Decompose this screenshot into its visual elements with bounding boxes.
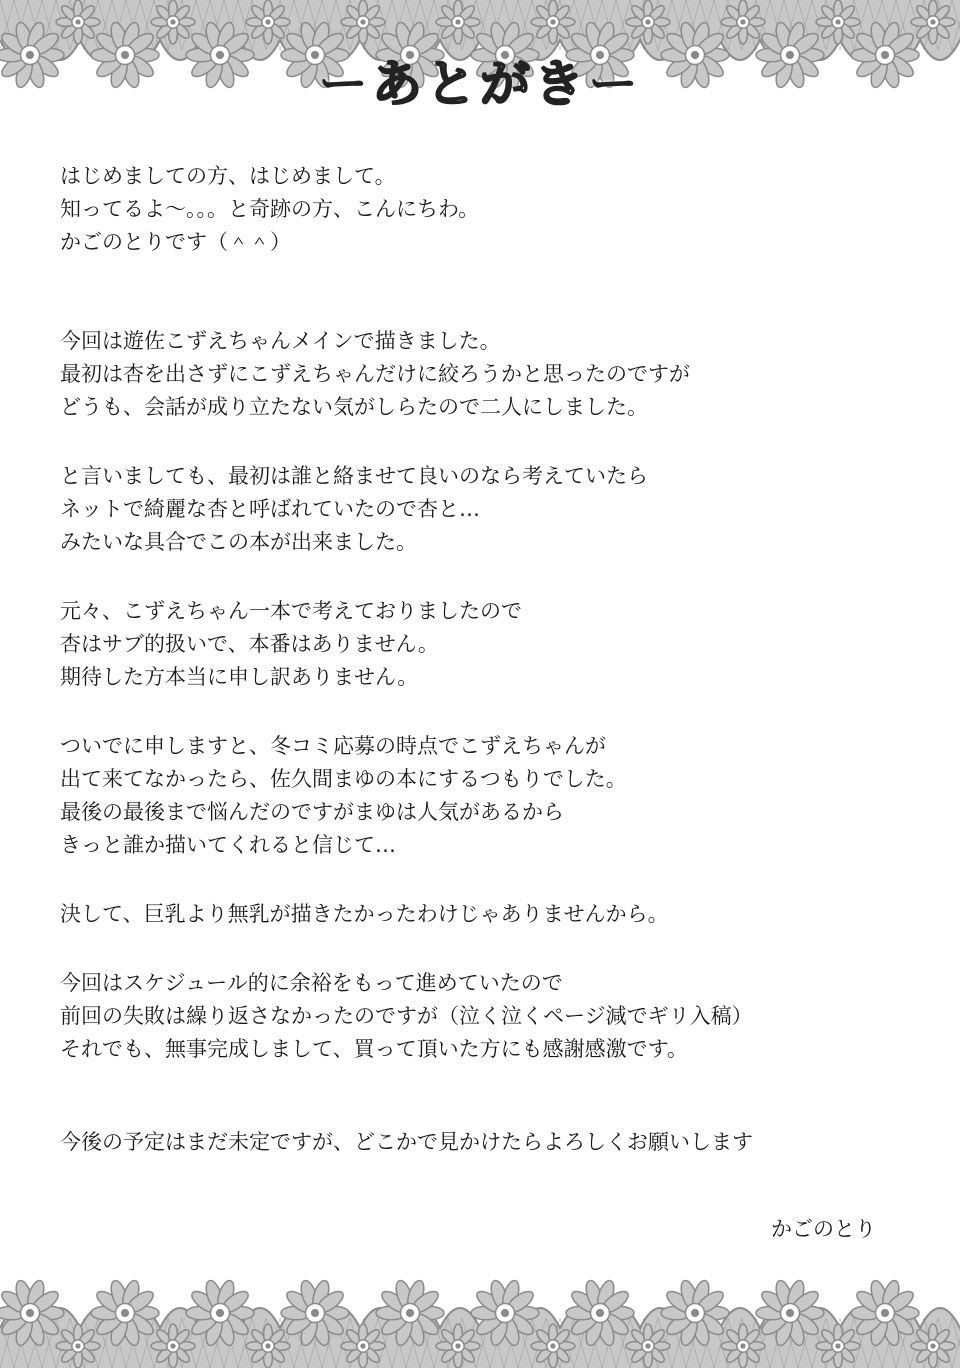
paragraph: [60, 967, 920, 1066]
paragraph: [60, 898, 920, 931]
text-line: と言いましても、最初は誰と絡ませて良いのなら考えていたら: [60, 464, 648, 488]
page-title: [0, 44, 960, 116]
author-signature: かごのとり: [771, 1217, 876, 1241]
text-line: 元々、こずえちゃん一本で考えておりましたので: [60, 599, 522, 623]
lace-border-bottom: [0, 1238, 960, 1368]
text-line: 知ってるよ～。。。と奇跡の方、こんにちわ。: [60, 197, 480, 221]
paragraph: [60, 160, 920, 259]
text-line: みたいな具合でこの本が出来ました。: [60, 530, 417, 554]
text-line: どうも、会話が成り立たない気がしらたので二人にしました。: [60, 395, 648, 419]
text-line: はじめましての方、はじめまして。: [60, 164, 396, 188]
paragraph: [60, 325, 920, 424]
text-line: 決して、巨乳より無乳が描きたかったわけじゃありませんから。: [60, 902, 669, 926]
text-line: ネットで綺麗な杏と呼ばれていたので杏と…: [60, 497, 480, 521]
text-line: 期待した方本当に申し訳ありません。: [60, 665, 419, 689]
text-line: かごのとりです（＾＾）: [60, 230, 291, 254]
text-line: 最後の最後まで悩んだのですがまゆは人気があるから: [60, 800, 564, 824]
afterword-body: [60, 160, 920, 1159]
text-line: 今回はスケジュール的に余裕をもって進めていたので: [60, 971, 563, 995]
text-line: きっと誰か描いてくれると信じて…: [60, 833, 396, 857]
paragraph: [60, 730, 920, 862]
title-dash-left: ー: [318, 55, 372, 113]
text-line: それでも、無事完成しまして、買って頂いた方にも感謝感激です。: [60, 1037, 688, 1061]
text-line: 最初は杏を出さずにこずえちゃんだけに絞ろうかと思ったのですが: [60, 362, 690, 386]
text-line: 今回は遊佐こずえちゃんメインで描きました。: [60, 329, 501, 353]
text-line: 出て来てなかったら、佐久間まゆの本にするつもりでした。: [60, 767, 627, 791]
text-line: 今後の予定はまだ未定ですが、どこかで見かけたらよろしくお願いします: [60, 1130, 753, 1154]
title-dash-right: ー: [588, 55, 642, 113]
text-line: 杏はサブ的扱いで、本番はありません。: [60, 632, 439, 656]
text-line: ついでに申しますと、冬コミ応募の時点でこずえちゃんが: [60, 734, 606, 758]
paragraph: [60, 1126, 920, 1159]
title-text: あとがき: [372, 55, 588, 113]
text-line: 前回の失敗は繰り返さなかったのですが（泣く泣くページ減でギリ入稿）: [60, 1004, 753, 1028]
paragraph: [60, 460, 920, 559]
paragraph: [60, 595, 920, 694]
